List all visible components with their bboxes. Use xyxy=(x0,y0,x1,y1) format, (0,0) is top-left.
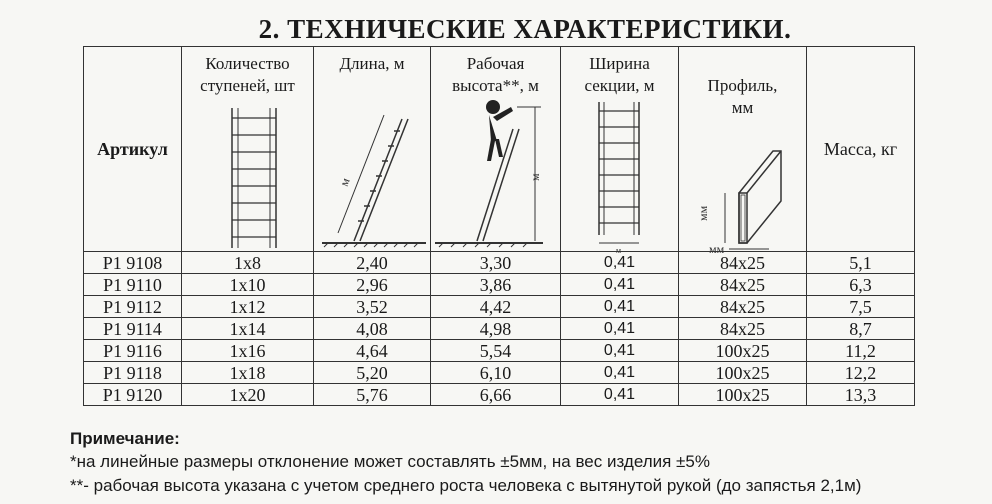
header-working-height xyxy=(431,47,561,252)
cell-profile: 84x25 xyxy=(679,252,807,274)
header-article: Артикул xyxy=(84,47,182,252)
cell-length: 4,64 xyxy=(314,340,431,362)
cell-height: 3,86 xyxy=(431,274,561,296)
notes-title: Примечание: xyxy=(70,429,180,448)
cell-mass: 11,2 xyxy=(807,340,915,362)
cell-length: 4,08 xyxy=(314,318,431,340)
note-working-height: **- рабочая высота указана с учетом среднего роста человека с вытянутой рукой (до запястья 2,1м) xyxy=(70,476,862,495)
cell-length: 5,20 xyxy=(314,362,431,384)
header-width-line2: секции, м xyxy=(584,76,655,95)
specs-table xyxy=(83,46,915,406)
page-title: 2. ТЕХНИЧЕСКИЕ ХАРАКТЕРИСТИКИ. xyxy=(258,14,792,44)
cell-mass: 5,1 xyxy=(807,252,915,274)
header-steps-line2: ступеней, шт xyxy=(200,76,295,95)
cell-profile: 84x25 xyxy=(679,274,807,296)
header-length-label: Длина, м xyxy=(339,54,405,73)
cell-height: 4,42 xyxy=(431,296,561,318)
cell-article: P1 9114 xyxy=(84,318,182,340)
table-row xyxy=(84,362,915,384)
cell-article: P1 9110 xyxy=(84,274,182,296)
header-section-width xyxy=(561,47,679,252)
cell-width: 0,41 xyxy=(561,318,679,340)
table-row xyxy=(84,384,915,406)
profile-illustration xyxy=(679,143,807,253)
ladder-steps-illustration xyxy=(182,103,314,253)
cell-height: 5,54 xyxy=(431,340,561,362)
table-row xyxy=(84,274,915,296)
cell-mass: 8,7 xyxy=(807,318,915,340)
header-steps-line1: Количество xyxy=(205,54,290,73)
cell-profile: 100x25 xyxy=(679,384,807,406)
section-width-illustration xyxy=(561,97,679,253)
table-row xyxy=(84,296,915,318)
header-row xyxy=(84,47,915,252)
working-height-illustration xyxy=(431,95,561,255)
header-width-line1: Ширина xyxy=(589,54,650,73)
cell-height: 4,98 xyxy=(431,318,561,340)
cell-width: 0,41 xyxy=(561,340,679,362)
cell-article: P1 9108 xyxy=(84,252,182,274)
header-mass: Масса, кг xyxy=(807,47,915,252)
header-steps xyxy=(182,47,314,252)
cell-width: 0,41 xyxy=(561,296,679,318)
height-m-label: м xyxy=(528,173,542,181)
length-m-label: м xyxy=(336,175,353,189)
cell-length: 3,52 xyxy=(314,296,431,318)
cell-length: 2,40 xyxy=(314,252,431,274)
cell-steps: 1x20 xyxy=(182,384,314,406)
cell-width: 0,41 xyxy=(561,384,679,406)
cell-article: P1 9120 xyxy=(84,384,182,406)
cell-steps: 1x18 xyxy=(182,362,314,384)
table-row xyxy=(84,318,915,340)
header-profile xyxy=(679,47,807,252)
cell-mass: 12,2 xyxy=(807,362,915,384)
cell-width: 0,41 xyxy=(561,252,679,274)
cell-profile: 100x25 xyxy=(679,362,807,384)
cell-height: 6,10 xyxy=(431,362,561,384)
cell-article: P1 9112 xyxy=(84,296,182,318)
cell-article: P1 9118 xyxy=(84,362,182,384)
cell-length: 5,76 xyxy=(314,384,431,406)
cell-width: 0,41 xyxy=(561,274,679,296)
cell-height: 6,66 xyxy=(431,384,561,406)
header-height-line1: Рабочая xyxy=(466,54,525,73)
header-length xyxy=(314,47,431,252)
header-profile-line1: Профиль, xyxy=(707,76,778,95)
header-height-line2: высота**, м xyxy=(452,76,539,95)
cell-length: 2,96 xyxy=(314,274,431,296)
width-m-label: м xyxy=(616,246,622,253)
cell-profile: 100x25 xyxy=(679,340,807,362)
profile-mm-vertical-label: мм xyxy=(696,205,710,221)
cell-article: P1 9116 xyxy=(84,340,182,362)
cell-steps: 1x8 xyxy=(182,252,314,274)
cell-mass: 6,3 xyxy=(807,274,915,296)
ladder-length-illustration xyxy=(314,75,431,255)
header-profile-line2: мм xyxy=(731,98,754,117)
note-tolerance: *на линейные размеры отклонение может составлять ±5мм, на вес изделия ±5% xyxy=(70,452,710,471)
cell-profile: 84x25 xyxy=(679,318,807,340)
table-row xyxy=(84,340,915,362)
cell-width: 0,41 xyxy=(561,362,679,384)
profile-mm-horizontal-label: мм xyxy=(709,242,725,253)
cell-mass: 13,3 xyxy=(807,384,915,406)
cell-steps: 1x10 xyxy=(182,274,314,296)
cell-steps: 1x14 xyxy=(182,318,314,340)
cell-steps: 1x12 xyxy=(182,296,314,318)
cell-height: 3,30 xyxy=(431,252,561,274)
cell-steps: 1x16 xyxy=(182,340,314,362)
cell-mass: 7,5 xyxy=(807,296,915,318)
cell-profile: 84x25 xyxy=(679,296,807,318)
